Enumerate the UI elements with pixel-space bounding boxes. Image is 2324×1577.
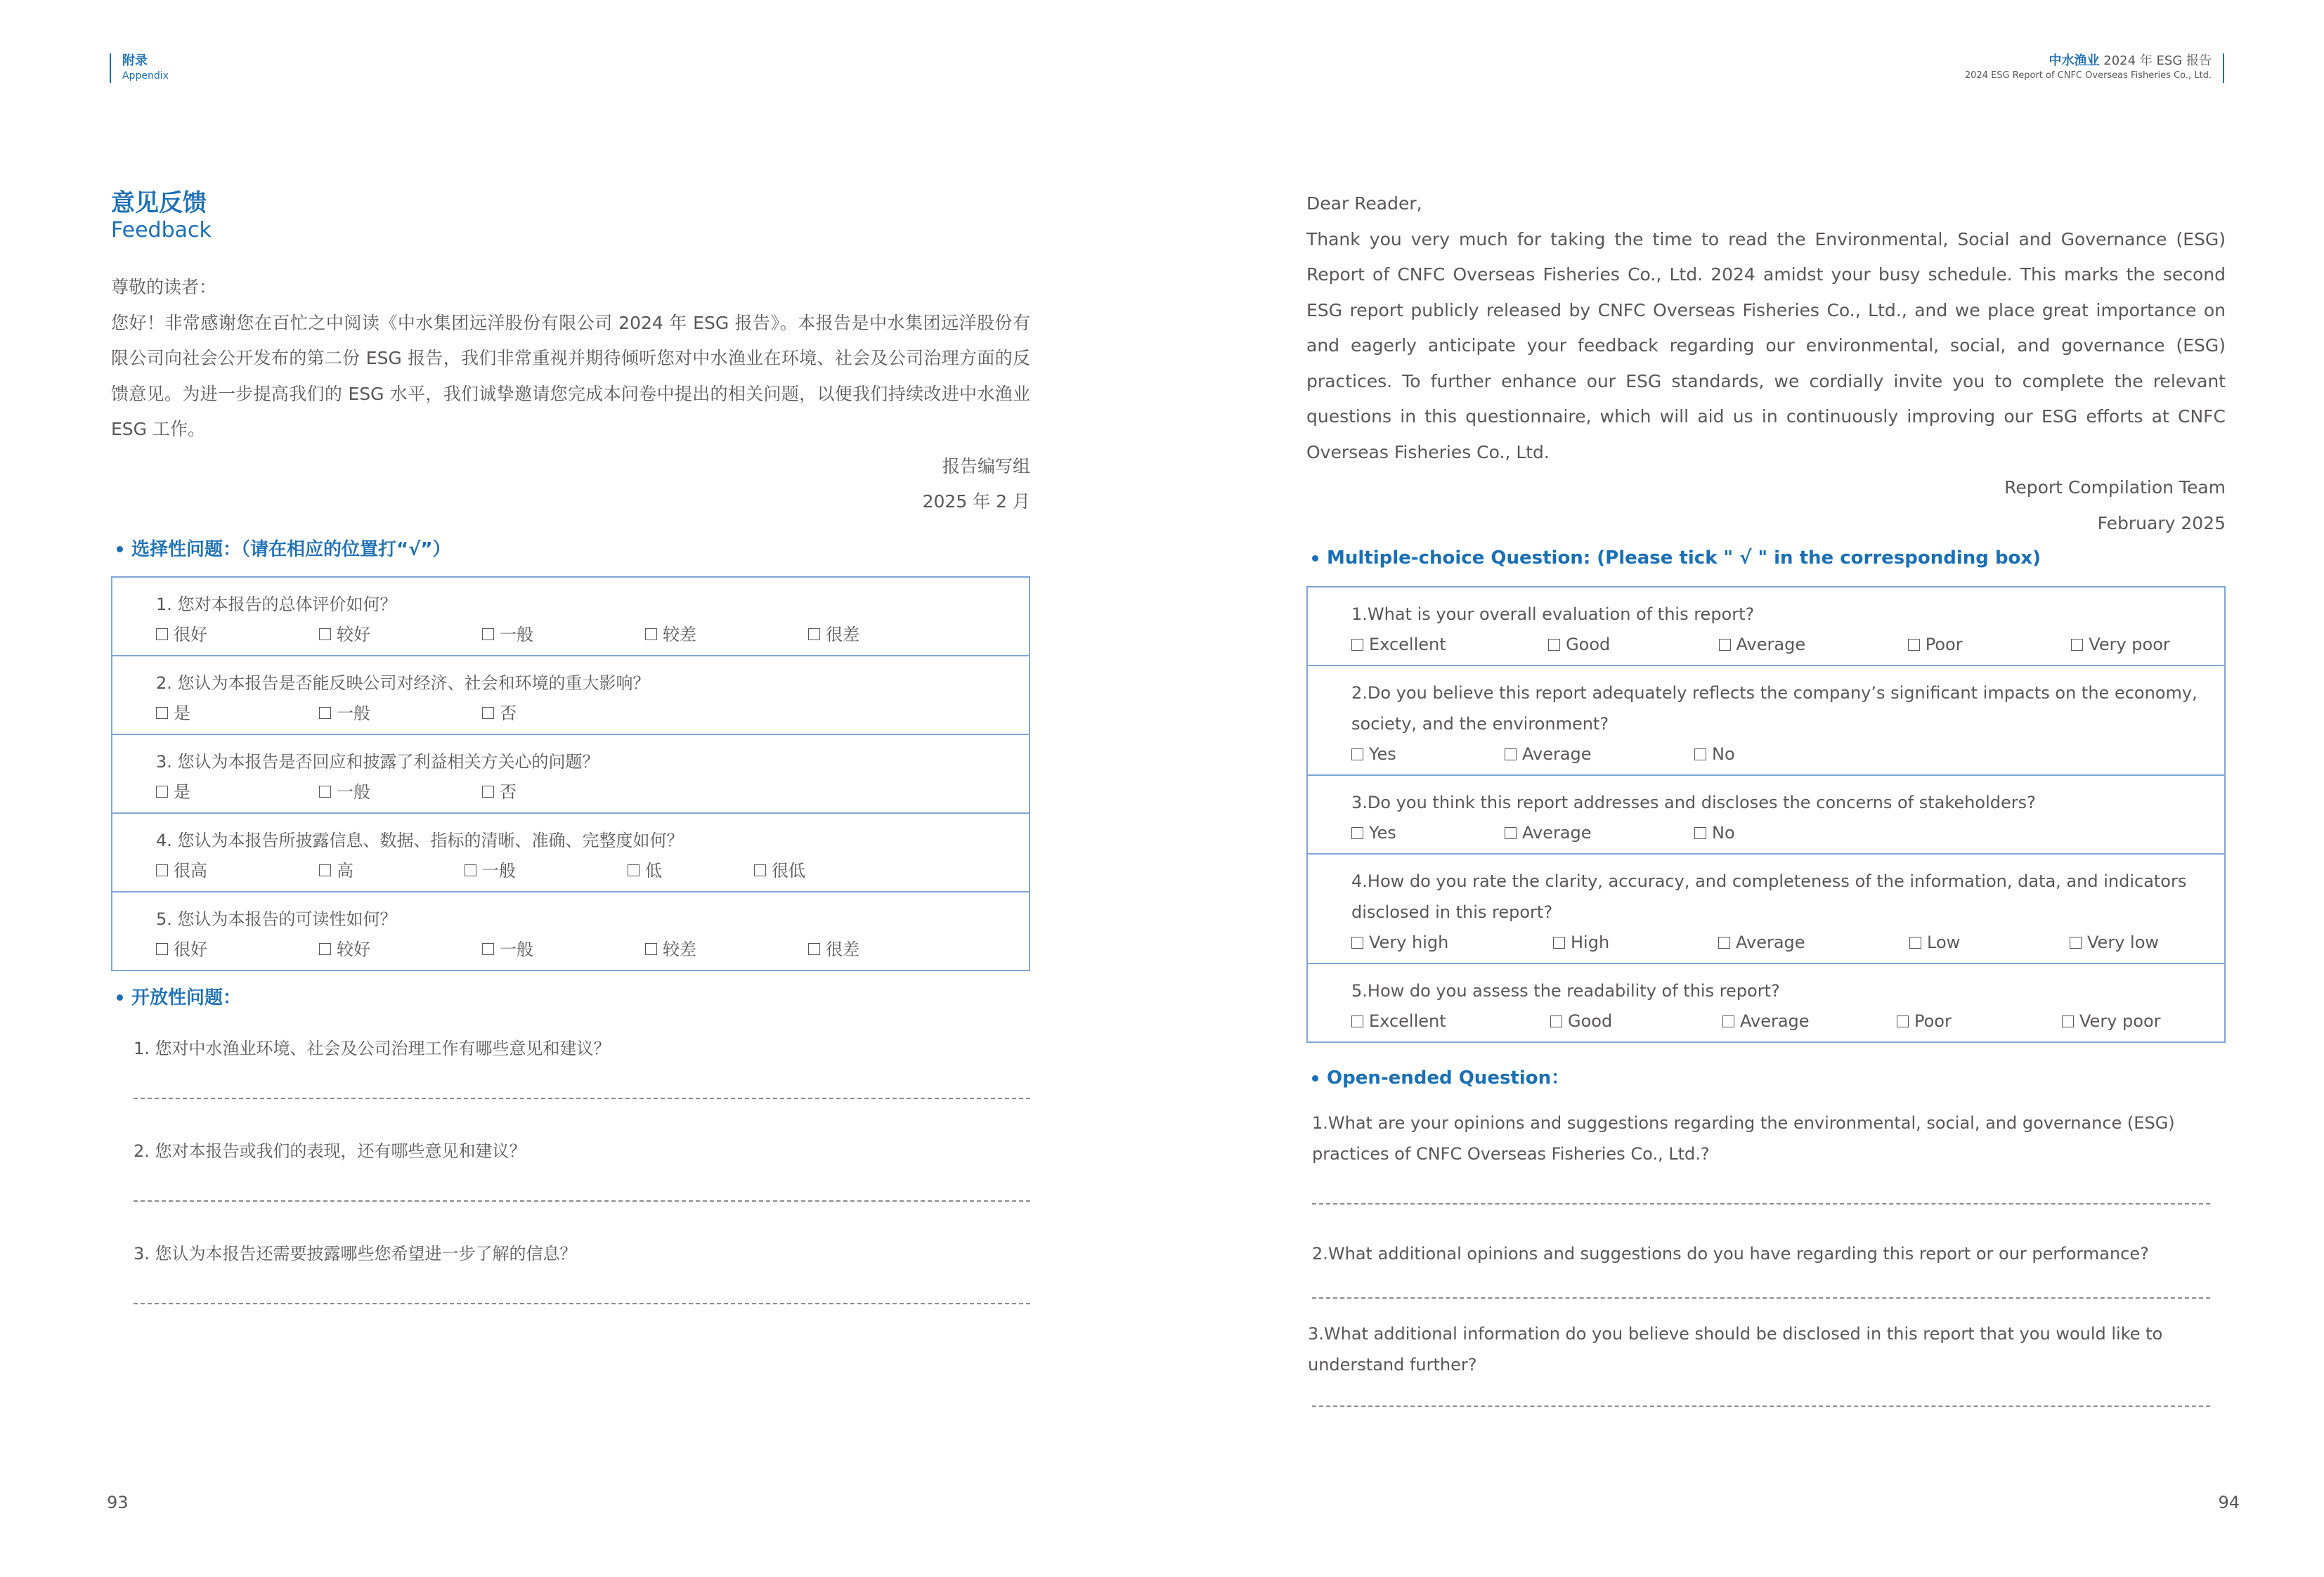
option-item[interactable]: [156, 935, 319, 964]
answer-line-1[interactable]: [134, 1098, 1030, 1099]
question-text: 3. 您认为本报告是否回应和披露了利益相关方关心的问题？: [156, 751, 599, 772]
option-label: 一般: [337, 703, 370, 723]
option-label: 很低: [772, 860, 805, 881]
option-item[interactable]: [319, 935, 482, 964]
checkbox-icon[interactable]: [645, 943, 657, 955]
option-group: [156, 777, 1029, 807]
option-item[interactable]: [1553, 928, 1718, 957]
option-label: High: [1571, 933, 1610, 952]
option-item[interactable]: [465, 856, 628, 885]
option-label: Average: [1736, 933, 1805, 952]
intro-block: [111, 270, 1030, 448]
checkbox-icon[interactable]: [156, 786, 168, 798]
option-item[interactable]: [482, 699, 645, 728]
header-brand: 中水渔业: [2049, 53, 2100, 68]
checkbox-icon[interactable]: [1351, 748, 1363, 760]
date-en: February 2025: [2097, 512, 2226, 533]
option-label: Average: [1740, 1011, 1810, 1031]
option-item[interactable]: [1505, 739, 1694, 769]
option-group: [1351, 818, 2224, 848]
option-group: [1351, 739, 2224, 769]
question-text: 2.Do you believe this report adequately reflects the company’s significant impacts on the economy, society, and the environment?: [1351, 683, 2198, 734]
option-label: 否: [500, 781, 517, 802]
question-row: [1308, 665, 2224, 774]
checkbox-icon[interactable]: [2071, 639, 2083, 651]
option-label: 很好: [174, 624, 207, 644]
question-text: 3.Do you think this report addresses and discloses the concerns of stakeholders?: [1351, 793, 2036, 812]
option-item[interactable]: [1550, 1006, 1722, 1036]
checkbox-icon[interactable]: [808, 943, 820, 955]
open-heading-text-en: Open-ended Question：: [1327, 1067, 1570, 1089]
checkbox-icon[interactable]: [482, 707, 494, 719]
checkbox-icon[interactable]: [319, 864, 331, 876]
option-item[interactable]: [1718, 928, 1909, 957]
open-questions-en: [1306, 1108, 2226, 1407]
answer-line-3[interactable]: [134, 1303, 1030, 1304]
option-item[interactable]: [1351, 630, 1548, 659]
option-item[interactable]: [1505, 818, 1694, 848]
option-item[interactable]: [1719, 630, 1908, 659]
option-item[interactable]: [319, 620, 482, 649]
checkbox-icon[interactable]: [156, 943, 168, 955]
option-item[interactable]: [645, 620, 808, 649]
open-question-3: 3. 您认为本报告还需要披露哪些您希望进一步了解的信息？: [134, 1243, 577, 1264]
option-group: [1351, 1006, 2224, 1036]
option-label: 是: [174, 703, 190, 723]
option-label: 较好: [337, 624, 370, 644]
question-text: 1. 您对本报告的总体评价如何？: [156, 594, 397, 614]
option-label: Very high: [1369, 933, 1449, 952]
open-question-3: 3.What additional information do you believe should be disclosed in this report that you would like to understand further?: [1308, 1324, 2163, 1375]
option-label: 较好: [337, 939, 370, 959]
option-item[interactable]: [1351, 1006, 1550, 1036]
option-label: 高: [337, 860, 353, 881]
option-item[interactable]: [1351, 739, 1505, 769]
option-item[interactable]: [156, 856, 319, 885]
option-label: 较差: [663, 939, 696, 959]
option-item[interactable]: [156, 777, 319, 807]
option-label: Poor: [1914, 1011, 1952, 1031]
checkbox-icon[interactable]: [1550, 1015, 1562, 1027]
question-row: [1308, 963, 2224, 1041]
option-group: [156, 935, 1029, 964]
header-title-rest: 2024 年 ESG 报告: [2099, 53, 2212, 68]
checkbox-icon[interactable]: [1909, 937, 1921, 949]
bullet-icon: [1312, 1075, 1318, 1082]
question-text: 4.How do you rate the clarity, accuracy, and completeness of the information, data, and indicators disclosed in this report?: [1351, 871, 2187, 922]
option-item[interactable]: [645, 935, 808, 964]
checkbox-icon[interactable]: [319, 786, 331, 798]
option-item[interactable]: [319, 777, 482, 807]
open-heading: [111, 984, 1030, 1012]
option-item[interactable]: [1694, 739, 1849, 769]
option-label: Yes: [1369, 823, 1396, 843]
checkbox-icon[interactable]: [156, 707, 168, 719]
bullet-icon: [1312, 555, 1318, 562]
checkbox-icon[interactable]: [1351, 827, 1363, 839]
option-label: 一般: [337, 781, 370, 802]
option-item[interactable]: [628, 856, 754, 885]
checkbox-icon[interactable]: [1908, 639, 1920, 651]
salutation: 尊敬的读者：: [111, 277, 217, 297]
option-group: [156, 856, 1029, 885]
option-label: Good: [1568, 1011, 1613, 1031]
checkbox-icon[interactable]: [1351, 1015, 1363, 1027]
question-row: [112, 734, 1029, 812]
option-item[interactable]: [1351, 818, 1505, 848]
checkbox-icon[interactable]: [645, 628, 657, 640]
checkbox-icon[interactable]: [1351, 937, 1363, 949]
option-item[interactable]: [754, 856, 917, 885]
option-group: [1351, 630, 2224, 659]
checkbox-icon[interactable]: [482, 786, 494, 798]
checkbox-icon[interactable]: [1719, 639, 1731, 651]
checkbox-icon[interactable]: [319, 943, 331, 955]
question-text: 4. 您认为本报告所披露信息、数据、指标的清晰、准确、完整度如何？: [156, 830, 684, 850]
option-item[interactable]: [1548, 630, 1718, 659]
option-label: 很差: [826, 624, 859, 644]
checkbox-icon[interactable]: [465, 864, 476, 876]
option-label: Very poor: [2089, 635, 2170, 654]
answer-line-1[interactable]: [1312, 1203, 2210, 1205]
signature-block-en: [1306, 470, 2226, 541]
bullet-icon: [117, 994, 123, 1001]
option-item[interactable]: [1909, 928, 2070, 957]
mc-heading-en: [1306, 544, 2226, 572]
checkbox-icon[interactable]: [2062, 1015, 2074, 1027]
option-item[interactable]: [1897, 1006, 2062, 1036]
option-item[interactable]: [1908, 630, 2072, 659]
checkbox-icon[interactable]: [319, 628, 331, 640]
checkbox-icon[interactable]: [2070, 937, 2082, 949]
option-item[interactable]: [156, 699, 319, 728]
option-label: Average: [1522, 744, 1592, 764]
question-row: [1308, 774, 2224, 853]
question-row: [112, 578, 1029, 655]
question-text: 5. 您认为本报告的可读性如何？: [156, 909, 397, 929]
question-box: [111, 576, 1030, 971]
option-item[interactable]: [156, 620, 319, 649]
header-subtitle: 2024 ESG Report of CNFC Overseas Fisheries Co., Ltd.: [1964, 70, 2212, 81]
open-heading-text: 开放性问题：: [131, 987, 242, 1008]
checkbox-icon[interactable]: [1718, 937, 1730, 949]
checkbox-icon[interactable]: [628, 864, 640, 876]
option-label: 一般: [500, 939, 533, 959]
question-text: 5.How do you assess the readability of this report?: [1351, 981, 1780, 1001]
checkbox-icon[interactable]: [1548, 639, 1560, 651]
option-label: Low: [1927, 933, 1961, 952]
salutation-en: Dear Reader,: [1306, 193, 1422, 214]
option-label: Very low: [2087, 933, 2159, 952]
signature-block: [111, 449, 1030, 520]
option-label: Poor: [1925, 635, 1963, 654]
open-question-2: 2.What additional opinions and suggestions do you have regarding this report or our performance?: [1312, 1244, 2149, 1264]
checkbox-icon[interactable]: [1694, 827, 1706, 839]
checkbox-icon[interactable]: [808, 628, 820, 640]
option-label: 很高: [174, 860, 207, 881]
option-label: 一般: [482, 860, 516, 881]
option-label: 较差: [663, 624, 696, 644]
option-label: 很好: [174, 939, 207, 959]
intro-paragraph-en: Thank you very much for taking the time to read the Environmental, Social and Governance (ESG) Report of CNFC Overseas Fisheries Co., Ltd. 2024 amidst your busy schedule. This marks the second ESG report publicly released by CNFC Overseas Fisheries Co., Ltd., and we place great importance on and eagerly anticipate your feedback regarding our environmental, social, and governance (ESG) practices. To further enhance our ESG standards, we cordially invite you to complete the relevant questions in this questionnaire, which will aid us in continuously improving our ESG efforts at CNFC Overseas Fisheries Co., Ltd.: [1306, 228, 2226, 462]
option-label: Excellent: [1369, 1011, 1446, 1031]
mc-heading-text-en: Multiple-choice Question: (Please tick " √ " in the corresponding box): [1327, 547, 2041, 569]
intro-block-en: [1306, 186, 2226, 470]
mc-heading-text: 选择性问题：（请在相应的位置打“√”）: [131, 538, 451, 560]
header-subtitle: Appendix: [122, 70, 169, 82]
bullet-icon: [117, 546, 123, 552]
checkbox-icon[interactable]: [482, 628, 494, 640]
checkbox-icon[interactable]: [1505, 827, 1517, 839]
question-row: [112, 812, 1029, 891]
answer-line-2[interactable]: [1312, 1297, 2210, 1299]
question-row: [1308, 853, 2224, 963]
option-item[interactable]: [1694, 818, 1849, 848]
open-question-1: 1. 您对中水渔业环境、社会及公司治理工作有哪些意见和建议？: [134, 1038, 611, 1058]
open-question-1: 1.What are your opinions and suggestions regarding the environmental, social, and governance (ESG) practices of CNFC Overseas Fisheries Co., Ltd.?: [1312, 1113, 2175, 1164]
checkbox-icon[interactable]: [319, 707, 331, 719]
option-item[interactable]: [2070, 928, 2224, 957]
checkbox-icon[interactable]: [1694, 748, 1706, 760]
option-item[interactable]: [482, 935, 645, 964]
option-item[interactable]: [482, 620, 645, 649]
option-label: 低: [645, 860, 662, 881]
question-row: [112, 655, 1029, 734]
option-label: No: [1712, 823, 1735, 843]
option-item[interactable]: [319, 856, 465, 885]
checkbox-icon[interactable]: [1553, 937, 1565, 949]
question-row: [112, 891, 1029, 970]
option-item[interactable]: [808, 935, 971, 964]
checkbox-icon[interactable]: [156, 864, 168, 876]
signature-en: Report Compilation Team: [2004, 477, 2226, 498]
question-text: 2. 您认为本报告是否能反映公司对经济、社会和环境的重大影响？: [156, 673, 650, 693]
checkbox-icon[interactable]: [754, 864, 766, 876]
checkbox-icon[interactable]: [1897, 1015, 1909, 1027]
option-label: Excellent: [1369, 635, 1446, 654]
content-left: [111, 0, 1030, 1304]
option-label: Good: [1566, 635, 1611, 654]
open-question-2: 2. 您对本报告或我们的表现，还有哪些意见和建议？: [134, 1141, 526, 1161]
option-label: 很差: [826, 939, 859, 959]
option-label: 一般: [500, 624, 533, 644]
page-number: 94: [2218, 1493, 2240, 1512]
answer-line-2[interactable]: [134, 1200, 1030, 1202]
signature: 报告编写组: [942, 455, 1030, 476]
option-item[interactable]: [319, 699, 482, 728]
option-label: No: [1712, 744, 1735, 764]
open-heading-en: [1306, 1064, 2226, 1092]
intro-paragraph: 您好！非常感谢您在百忙之中阅读《中水集团远洋股份有限公司 2024 年 ESG 报告》。本报告是中水集团远洋股份有限公司向社会公开发布的第二份 ESG 报告，我们非常重视并期待倾听您对中水渔业在环境、社会及公司治理方面的反馈意见。为进一步提高我们的 ESG 水平，我们诚挚邀请您完成本问卷中提出的相关问题，以便我们持续改进中水渔业 ESG 工作。: [111, 312, 1030, 439]
checkbox-icon[interactable]: [1505, 748, 1517, 760]
mc-heading: [111, 536, 1030, 564]
date: 2025 年 2 月: [922, 491, 1030, 512]
answer-line-3[interactable]: [1312, 1406, 2210, 1407]
option-item[interactable]: [2071, 630, 2224, 659]
option-item[interactable]: [1722, 1006, 1897, 1036]
option-label: 是: [174, 781, 190, 802]
page-title-en: Feedback: [111, 218, 212, 242]
checkbox-icon[interactable]: [482, 943, 494, 955]
page-title: 意见反馈: [111, 189, 207, 217]
option-item[interactable]: [1351, 928, 1553, 957]
header-title: 附录: [122, 53, 148, 68]
open-questions: [111, 1033, 1030, 1304]
question-box-en: [1306, 586, 2226, 1043]
checkbox-icon[interactable]: [1722, 1015, 1734, 1027]
option-item[interactable]: [808, 620, 971, 649]
checkbox-icon[interactable]: [156, 628, 168, 640]
checkbox-icon[interactable]: [1351, 639, 1363, 651]
option-group: [156, 699, 1029, 728]
option-group: [156, 620, 1029, 649]
question-text: 1.What is your overall evaluation of this report?: [1351, 604, 1755, 624]
option-item[interactable]: [482, 777, 645, 807]
content-right: [1306, 0, 2226, 1407]
page-number: 93: [107, 1493, 129, 1512]
option-label: Average: [1522, 823, 1592, 843]
option-label: Very poor: [2079, 1011, 2161, 1031]
option-label: Average: [1736, 635, 1806, 654]
option-label: 否: [500, 703, 517, 723]
option-item[interactable]: [2062, 1006, 2216, 1036]
page-right: [1162, 0, 2324, 1577]
question-row: [1308, 588, 2224, 665]
option-group: [1351, 928, 2224, 957]
option-label: Yes: [1369, 744, 1396, 764]
